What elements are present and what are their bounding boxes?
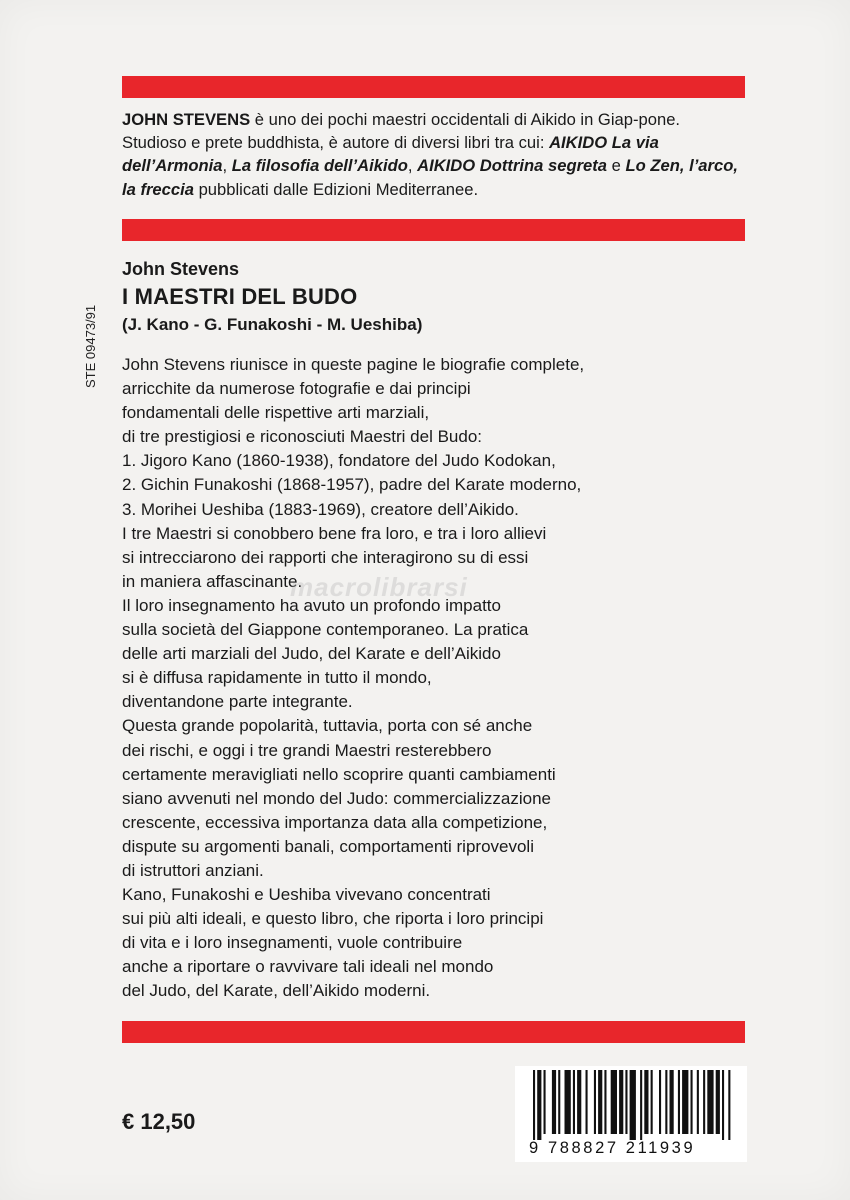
barcode-bar <box>644 1070 648 1134</box>
barcode-bar <box>691 1070 693 1134</box>
barcode-bar <box>577 1070 581 1134</box>
description-line: di tre prestigiosi e riconosciuti Maestri del Budo: <box>122 427 482 447</box>
bio-book-1: AIKIDO La via dell’Armonia <box>122 133 659 176</box>
red-divider-bottom <box>122 1021 745 1043</box>
book-author: John Stevens <box>122 259 240 279</box>
description-line: diventandone parte integrante. <box>122 692 353 712</box>
barcode-bar <box>586 1070 588 1134</box>
description-line: Il loro insegnamento ha avuto un profondo impatto <box>122 595 501 615</box>
description-line: dispute su argomenti banali, comportamenti riprovevoli <box>122 836 534 856</box>
barcode-bar <box>640 1070 642 1140</box>
author-bio <box>122 108 747 201</box>
barcode-bar <box>707 1070 713 1134</box>
description-line: crescente, eccessiva importanza data alla competizione, <box>122 812 548 832</box>
isbn-number: 9 788827 211939 <box>529 1139 696 1157</box>
description-line: di vita e i loro insegnamenti, vuole contribuire <box>122 933 463 953</box>
barcode-bars <box>523 1070 739 1140</box>
barcode-bar <box>611 1070 617 1134</box>
barcode-bar <box>625 1070 627 1134</box>
description-line: si è diffusa rapidamente in tutto il mondo, <box>122 668 432 688</box>
bio-book-3: AIKIDO Dottrina segreta <box>417 156 608 176</box>
description-line: sulla società del Giappone contemporaneo. La pratica <box>122 620 529 640</box>
barcode-bar <box>630 1070 636 1140</box>
barcode-bar <box>558 1070 560 1134</box>
bio-author-name: JOHN STEVENS <box>122 110 251 129</box>
barcode-bar <box>552 1070 556 1134</box>
barcode-bar <box>728 1070 730 1140</box>
description-line: I tre Maestri si conobbero bene fra loro, e tra i loro allievi <box>122 523 547 543</box>
description-line: dei rischi, e oggi i tre grandi Maestri resterebbero <box>122 740 492 760</box>
red-divider-top <box>122 76 745 98</box>
description-line: fondamentali delle rispettive arti marziali, <box>122 403 430 423</box>
description-line: di istruttori anziani. <box>122 860 264 880</box>
bio-text-intro: è uno dei pochi maestri occidentali di Aikido in Giap-pone. Studioso e prete buddhista, è autore di diversi libri tra cui: <box>122 110 681 153</box>
barcode-bar <box>537 1070 541 1140</box>
bio-text-outro: pubblicati dalle Edizioni Mediterranee. <box>193 179 479 199</box>
red-divider-middle <box>122 219 745 241</box>
description-line: siano avvenuti nel mondo del Judo: commercializzazione <box>122 788 552 808</box>
barcode-bar <box>604 1070 606 1134</box>
description-line: 2. Gichin Funakoshi (1868-1957), padre del Karate moderno, <box>122 475 582 495</box>
description-line: 3. Morihei Ueshiba (1883-1969), creatore dell’Aikido. <box>122 499 519 519</box>
description-line: Questa grande popolarità, tuttavia, porta con sé anche <box>122 716 533 736</box>
description-line: in maniera affascinante. <box>122 571 303 591</box>
barcode-bar <box>651 1070 653 1134</box>
price-label: € 12,50 <box>122 1109 196 1134</box>
description-line: 1. Jigoro Kano (1860-1938), fondatore del Judo Kodokan, <box>122 451 556 471</box>
description-line: Kano, Funakoshi e Ueshiba vivevano concentrati <box>122 885 491 905</box>
barcode-bar <box>722 1070 724 1140</box>
bio-separator: , <box>222 156 232 176</box>
bio-book-2: La filosofia dell’Aikido <box>231 156 408 176</box>
barcode-bar <box>659 1070 661 1134</box>
barcode-bar <box>565 1070 571 1134</box>
description-line: anche a riportare o ravvivare tali ideali nel mondo <box>122 957 494 977</box>
book-description <box>122 353 742 1004</box>
barcode-bar <box>703 1070 705 1134</box>
watermark-logo: macrolibrarsi <box>290 572 468 602</box>
barcode-bar <box>670 1070 674 1134</box>
description-line: John Stevens riunisce in queste pagine le biografie complete, <box>122 355 585 374</box>
barcode-bar <box>573 1070 575 1134</box>
description-line: del Judo, del Karate, dell’Aikido moderni. <box>122 981 431 1001</box>
barcode <box>515 1066 747 1162</box>
book-subtitle: (J. Kano - G. Funakoshi - M. Ueshiba) <box>122 315 423 334</box>
barcode-bar <box>598 1070 602 1134</box>
barcode-bar <box>544 1070 546 1134</box>
barcode-bar <box>697 1070 699 1134</box>
bio-separator: e <box>607 156 626 176</box>
barcode-bar <box>678 1070 680 1134</box>
bio-separator: , <box>407 156 418 176</box>
barcode-bar <box>716 1070 720 1134</box>
barcode-bar <box>682 1070 688 1134</box>
description-line: arricchite da numerose fotografie e dai principi <box>122 379 471 399</box>
barcode-bar <box>619 1070 623 1134</box>
description-line: delle arti marziali del Judo, del Karate e dell’Aikido <box>122 644 501 664</box>
description-line: certamente meravigliati nello scoprire quanti cambiamenti <box>122 764 556 784</box>
bio-book-4: Lo Zen, l’arco, la freccia <box>122 156 738 199</box>
book-title: I MAESTRI DEL BUDO <box>122 284 358 309</box>
catalog-code: STE 09473/91 <box>83 304 98 388</box>
barcode-bar <box>594 1070 596 1134</box>
barcode-bar <box>665 1070 667 1134</box>
barcode-bar <box>533 1070 535 1140</box>
description-line: sui più alti ideali, e questo libro, che riporta i loro principi <box>122 909 544 929</box>
description-line: si intrecciarono dei rapporti che interagirono su di essi <box>122 547 529 567</box>
